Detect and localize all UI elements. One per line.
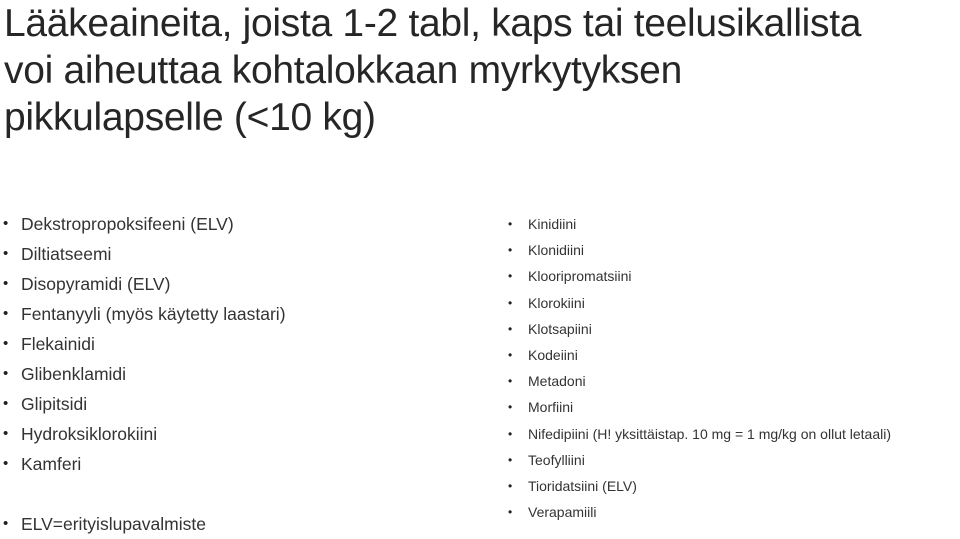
- list-item: • Morfiini: [507, 394, 957, 420]
- list-item: • Kinidiini: [507, 211, 957, 237]
- list-item: • Hydroksiklorokiini: [0, 419, 470, 449]
- title-line-1: Lääkeaineita, joista 1-2 tabl, kaps tai teelusikallista: [4, 2, 862, 45]
- list-item: • Verapamiili: [507, 499, 957, 525]
- list-item: • Diltiatseemi: [0, 239, 470, 269]
- title-line-3: pikkulapselle (<10 kg): [4, 96, 376, 139]
- slide-title: [4, 0, 956, 141]
- list-item: • Flekainidi: [0, 329, 470, 359]
- list-item: • Dekstropropoksifeeni (ELV): [0, 209, 470, 239]
- list-item: • Nifedipiini (H! yksittäistap. 10 mg = 1 mg/kg on ollut letaali): [507, 421, 957, 447]
- list-item: • Klonidiini: [507, 237, 957, 263]
- list-item: • Fentanyyli (myös käytetty laastari): [0, 299, 470, 329]
- list-item: • Glibenklamidi: [0, 359, 470, 389]
- list-item: • Metadoni: [507, 368, 957, 394]
- list-item: • Kamferi: [0, 449, 470, 479]
- list-item: • Klooripromatsiini: [507, 263, 957, 289]
- list-item: • Tioridatsiini (ELV): [507, 473, 957, 499]
- list-item: • Teofylliini: [507, 447, 957, 473]
- title-line-2: voi aiheuttaa kohtalokkaan myrkytyksen: [4, 49, 682, 92]
- list-item: • Kodeiini: [507, 342, 957, 368]
- list-item: • Glipitsidi: [0, 389, 470, 419]
- list-item: • Disopyramidi (ELV): [0, 269, 470, 299]
- elv-footnote: • ELV=erityislupavalmiste: [0, 509, 470, 539]
- left-drug-list: [0, 209, 470, 539]
- right-drug-list: [507, 211, 957, 525]
- list-item: • Klorokiini: [507, 290, 957, 316]
- list-item: • Klotsapiini: [507, 316, 957, 342]
